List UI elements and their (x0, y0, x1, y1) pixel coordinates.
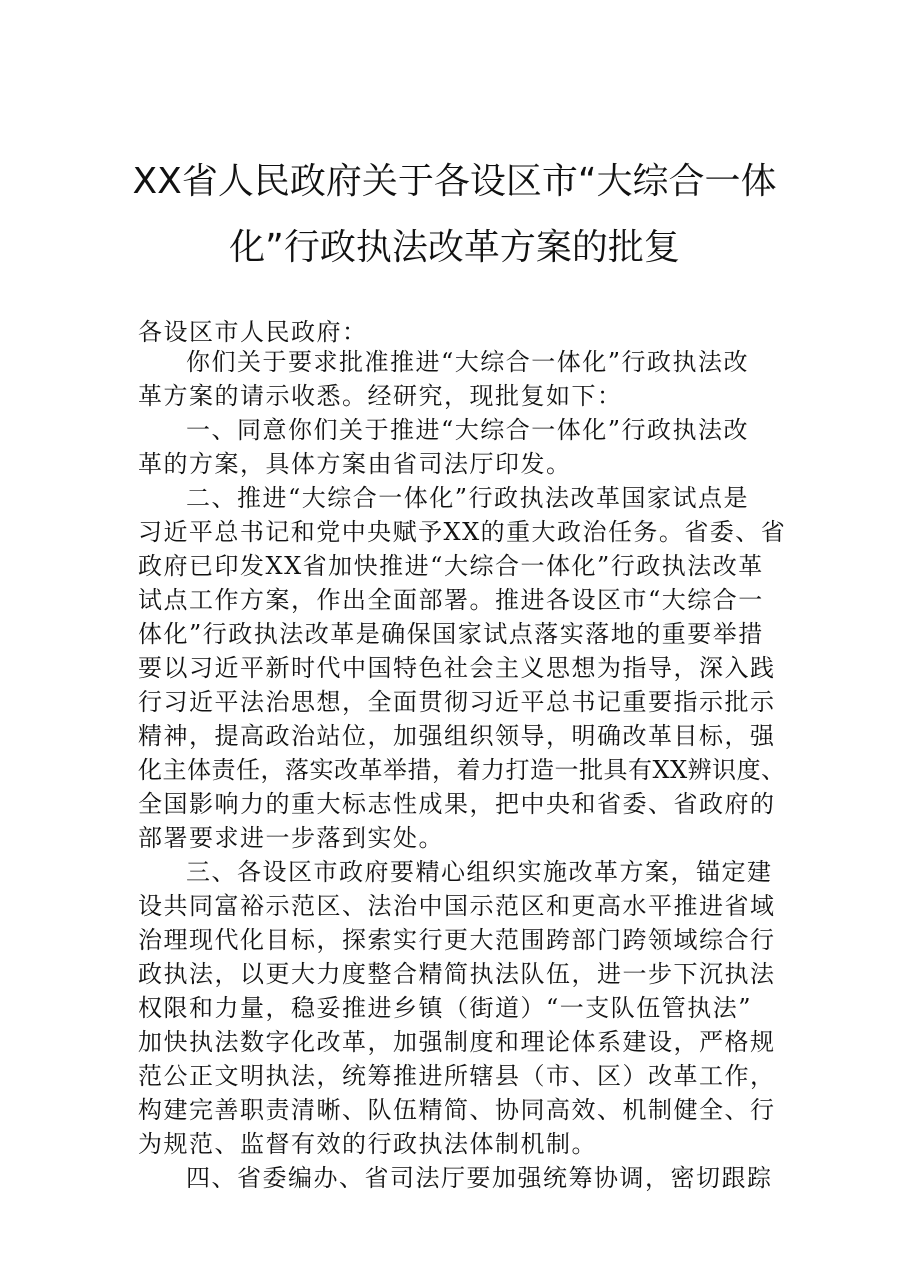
body-line: 化主体责任，落实改革举措，着力打造一批具有XX辨识度、 (138, 756, 786, 784)
body-line: 加快执法数字化改革，加强制度和理论体系建设，严格规 (138, 1028, 776, 1056)
body-line: 革方案的请示收悉。经研究，现批复如下： (138, 382, 623, 410)
body-line: 三、各设区市政府要精心组织实施改革方案，锚定建 (186, 858, 773, 886)
body-line: 体化”行政执法改革是确保国家试点落实落地的重要举措 (138, 620, 764, 648)
body-line: 全国影响力的重大标志性成果，把中央和省委、省政府的 (138, 790, 776, 818)
body-line: 试点工作方案，作出全面部署。推进各设区市“大综合一 (138, 586, 764, 614)
body-line: 习近平总书记和党中央赋予XX的重大政治任务。省委、省 (138, 518, 787, 546)
body-line: 要以习近平新时代中国特色社会主义思想为指导，深入践 (138, 654, 776, 682)
body-line: 政执法，以更大力度整合精简执法队伍，进一步下沉执法 (138, 960, 776, 988)
body-line: 权限和力量，稳妥推进乡镇（街道）“一支队伍管执法” (138, 994, 753, 1022)
salutation: 各设区市人民政府： (138, 318, 368, 346)
document-title-line-2: 化”行政执法改革方案的批复 (229, 227, 680, 268)
body-line: 部署要求进一步落到实处。 (138, 824, 444, 852)
body-line: 政府已印发XX省加快推进“大综合一体化”行政执法改革 (138, 552, 764, 580)
body-line: 革的方案，具体方案由省司法厅印发。 (138, 450, 572, 478)
body-line: 治理现代化目标，探索实行更大范围跨部门跨领域综合行 (138, 926, 776, 954)
body-line: 构建完善职责清晰、队伍精简、协同高效、机制健全、行 (138, 1096, 776, 1124)
body-line: 二、推进“大综合一体化”行政执法改革国家试点是 (186, 484, 750, 512)
document-title-line-1: XX省人民政府关于各设区市“大综合一体 (132, 161, 777, 202)
body-line: 一、同意你们关于推进“大综合一体化”行政执法改 (186, 416, 750, 444)
body-line: 你们关于要求批准推进“大综合一体化”行政执法改 (186, 348, 750, 376)
body-line: 精神，提高政治站位，加强组织领导，明确改革目标，强 (138, 722, 776, 750)
body-line: 设共同富裕示范区、法治中国示范区和更高水平推进省域 (138, 892, 776, 920)
body-line: 四、省委编办、省司法厅要加强统筹协调，密切跟踪 (186, 1164, 773, 1192)
body-line: 范公正文明执法，统筹推进所辖县（市、区）改革工作， (138, 1062, 776, 1090)
body-line: 为规范、监督有效的行政执法体制机制。 (138, 1130, 597, 1158)
body-line: 行习近平法治思想，全面贯彻习近平总书记重要指示批示 (138, 688, 776, 716)
